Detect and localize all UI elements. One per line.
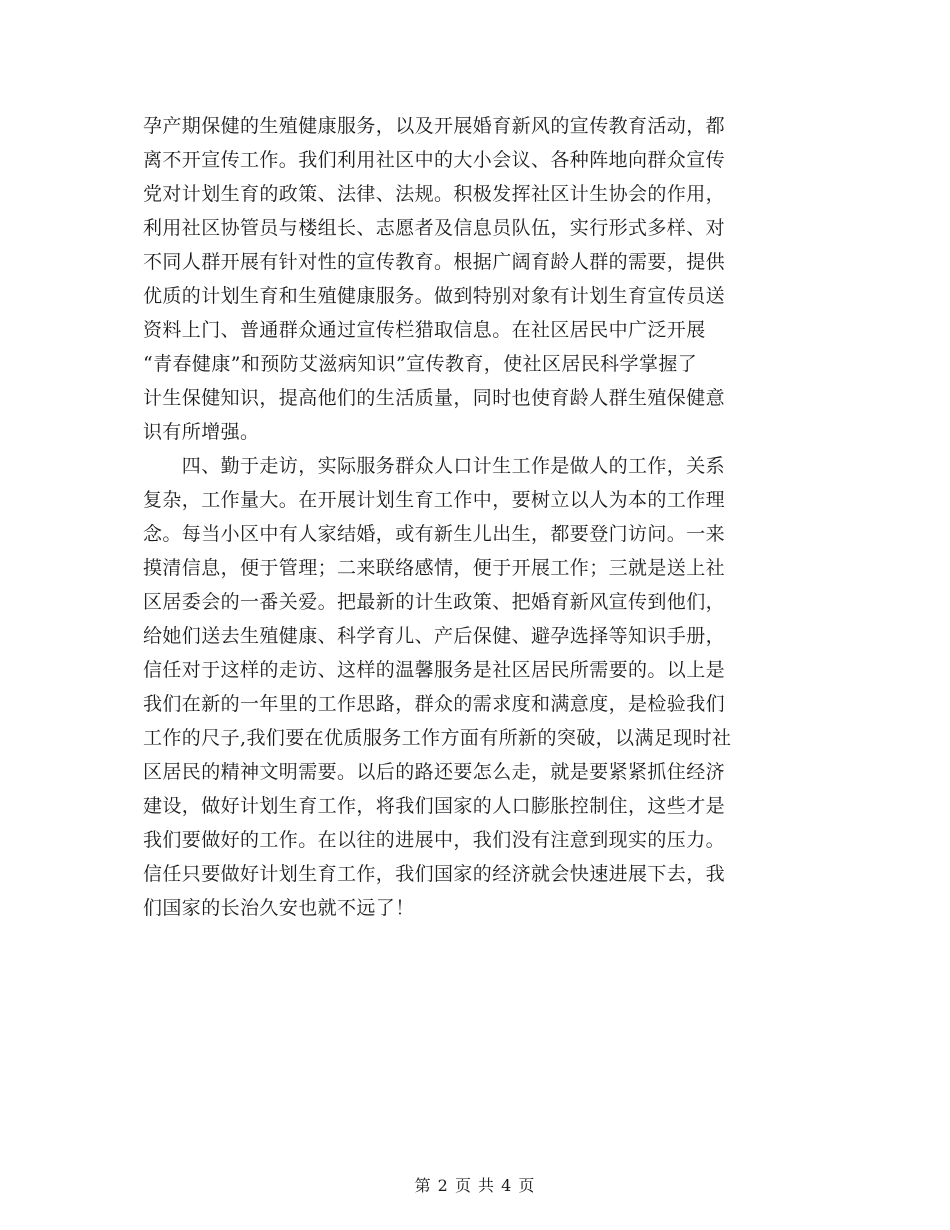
page-number: 第 2 页 共 4 页 [414, 1176, 536, 1195]
text-line: 信任只要做好计划生育工作，我们国家的经济就会快速进展下去，我 [143, 863, 726, 885]
text-line: 计生保健知识，提高他们的生活质量，同时也使育龄人群生殖保健意 [143, 387, 726, 409]
text-line: 四、勤于走访，实际服务群众人口计生工作是做人的工作，关系 [143, 455, 726, 477]
text-line: 离不开宣传工作。我们利用社区中的大小会议、各种阵地向群众宣传 [143, 149, 726, 171]
text-line: 孕产期保健的生殖健康服务，以及开展婚育新风的宣传教育活动，都 [143, 115, 726, 137]
text-line: 们国家的长治久安也就不远了！ [143, 897, 415, 919]
text-line: 优质的计划生育和生殖健康服务。做到特别对象有计划生育宣传员送 [143, 285, 726, 307]
text-line: 识有所增强。 [143, 421, 260, 443]
text-line: 给她们送去生殖健康、科学育儿、产后保健、避孕选择等知识手册， [143, 625, 726, 647]
text-line: 区居委会的一番关爱。把最新的计生政策、把婚育新风宣传到他们， [143, 591, 726, 613]
text-line: 建设，做好计划生育工作，将我们国家的人口膨胀控制住，这些才是 [143, 795, 726, 817]
text-line: 利用社区协管员与楼组长、志愿者及信息员队伍，实行形式多样、对 [143, 217, 726, 239]
text-line: 念。每当小区中有人家结婚，或有新生儿出生，都要登门访问。一来 [143, 523, 726, 545]
text-line: 不同人群开展有针对性的宣传教育。根据广阔育龄人群的需要，提供 [143, 251, 726, 273]
text-line: 资料上门、普通群众通过宣传栏猎取信息。在社区居民中广泛开展 [143, 319, 706, 341]
text-line: 我们要做好的工作。在以往的进展中，我们没有注意到现实的压力。 [143, 829, 726, 851]
text-line: 区居民的精神文明需要。以后的路还要怎么走，就是要紧紧抓住经济 [143, 761, 726, 783]
text-line: 党对计划生育的政策、法律、法规。积极发挥社区计生协会的作用， [143, 183, 726, 205]
text-line: 我们在新的一年里的工作思路，群众的需求度和满意度，是检验我们 [143, 693, 726, 715]
text-line: 复杂，工作量大。在开展计划生育工作中，要树立以人为本的工作理 [143, 489, 726, 511]
text-line: 摸清信息，便于管理；二来联络感情，便于开展工作；三就是送上社 [143, 557, 726, 579]
text-line: “青春健康”和预防艾滋病知识”宣传教育，使社区居民科学掌握了 [143, 353, 698, 375]
text-line: 信任对于这样的走访、这样的温馨服务是社区居民所需要的。以上是 [143, 659, 726, 681]
body-text [143, 109, 813, 925]
text-line: 工作的尺子,我们要在优质服务工作方面有所新的突破，以满足现时社 [143, 727, 732, 749]
